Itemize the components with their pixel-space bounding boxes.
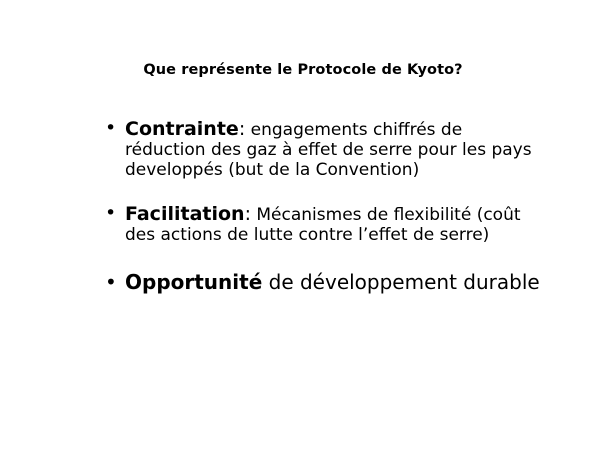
bullet-text: engagements chiffrés de réduction des gaz à effet de serre pour les pays developpés (but de la Convention) xyxy=(125,120,532,180)
bullet-dot: • xyxy=(105,270,117,295)
bullet-keyword: Opportunité xyxy=(125,270,263,295)
bullet-dot: • xyxy=(105,201,117,224)
bullet-text: Mécanismes de flexibilité (coût des actions de lutte contre l’effet de serre) xyxy=(125,204,521,245)
bullet-text: de développement durable xyxy=(262,270,540,295)
bullet-keyword: Facilitation xyxy=(125,202,245,225)
bullet-separator: : xyxy=(244,202,251,225)
bullet-item-facilitation xyxy=(103,203,543,246)
bullet-list xyxy=(103,118,543,295)
slide-title: Que représente le Protocole de Kyoto? xyxy=(143,62,463,78)
bullet-item-opportunite xyxy=(103,271,543,294)
bullet-item-contrainte xyxy=(103,118,543,181)
bullet-separator: : xyxy=(238,118,246,140)
bullet-dot: • xyxy=(105,117,117,139)
bullet-keyword: Contrainte xyxy=(125,118,239,140)
